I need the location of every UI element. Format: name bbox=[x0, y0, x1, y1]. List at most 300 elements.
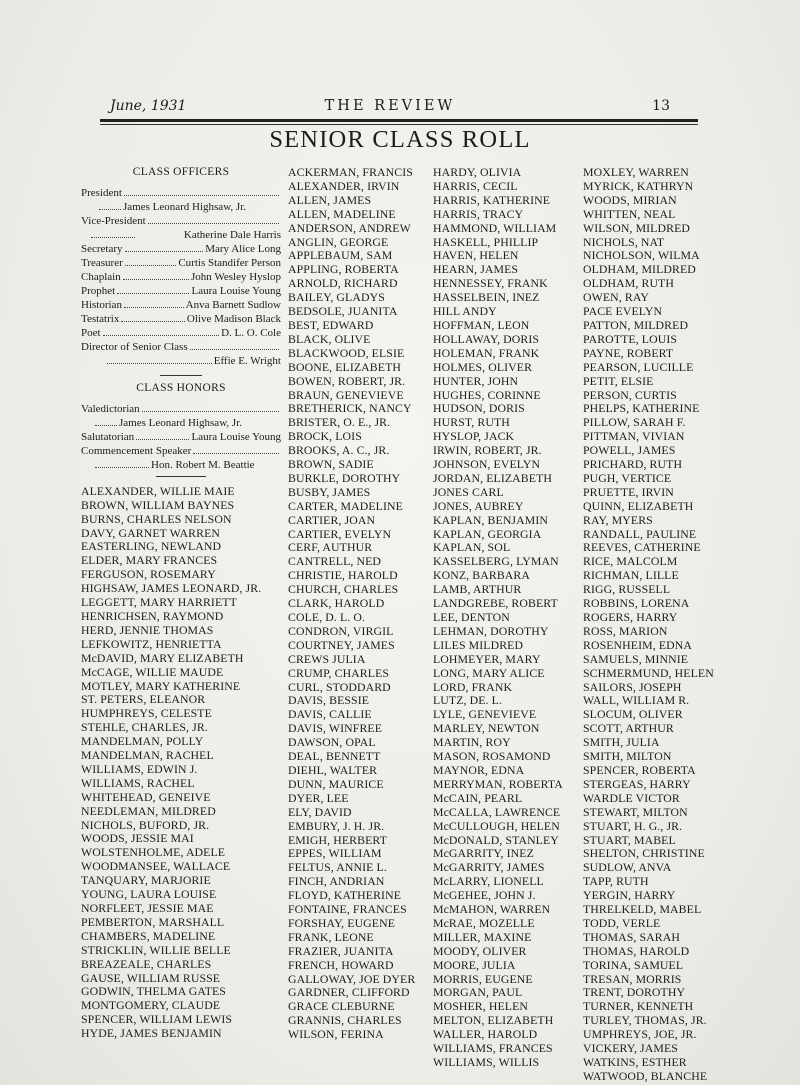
student-name: BOWEN, ROBERT, JR. bbox=[288, 373, 406, 388]
student-name: OWEN, RAY bbox=[583, 290, 650, 305]
student-name: HUNTER, JOHN bbox=[433, 373, 519, 388]
dot-leader bbox=[123, 279, 189, 280]
student-name: McRAE, MOZELLE bbox=[433, 915, 535, 930]
student-name: WARDLE VICTOR bbox=[583, 790, 680, 805]
student-name: YERGIN, HARRY bbox=[583, 888, 676, 903]
officer-label: President bbox=[81, 186, 122, 199]
student-name: DAVIS, WINFREE bbox=[288, 721, 383, 736]
officer-president-label-row bbox=[81, 186, 281, 200]
student-name: PATTON, MILDRED bbox=[583, 317, 689, 332]
honor-name: Hon. Robert M. Beattie bbox=[151, 458, 255, 471]
student-name: MOXLEY, WARREN bbox=[583, 165, 689, 179]
student-name: CANTRELL, NED bbox=[288, 554, 382, 569]
student-name: PEARSON, LUCILLE bbox=[583, 359, 694, 374]
student-name: WILLIAMS, RACHEL bbox=[81, 775, 195, 790]
student-name: ANDERSON, ANDREW bbox=[288, 220, 411, 235]
officer-director-label-row bbox=[81, 340, 281, 354]
officer-label: Poet bbox=[81, 326, 101, 339]
student-name: GODWIN, THELMA GATES bbox=[81, 984, 226, 999]
student-name: RANDALL, PAULINE bbox=[583, 526, 697, 541]
header-rule-thick bbox=[100, 119, 698, 122]
student-name: LONG, MARY ALICE bbox=[433, 665, 545, 680]
student-name: STUART, H. G., JR. bbox=[583, 818, 683, 833]
student-name: PETIT, ELSIE bbox=[583, 373, 654, 388]
student-name: RICHMAN, LILLE bbox=[583, 568, 679, 583]
student-name: HUDSON, DORIS bbox=[433, 401, 525, 416]
student-name: CHRISTIE, HAROLD bbox=[288, 568, 398, 583]
student-name: CONDRON, VIRGIL bbox=[288, 623, 394, 638]
student-name: BURNS, CHARLES NELSON bbox=[81, 511, 232, 526]
student-name: LANDGREBE, ROBERT bbox=[433, 596, 558, 611]
student-name: HOFFMAN, LEON bbox=[433, 317, 530, 332]
student-list-col4 bbox=[583, 166, 728, 1084]
student-name: SLOCUM, OLIVER bbox=[583, 707, 683, 722]
officer-label: Director of Senior Class bbox=[81, 340, 188, 353]
student-name: WOODS, MIRIAN bbox=[583, 192, 677, 207]
student-name: McLARRY, LIONELL bbox=[433, 874, 544, 889]
student-name: WOLSTENHOLME, ADELE bbox=[81, 845, 226, 860]
student-name: McGARRITY, INEZ bbox=[433, 846, 534, 861]
student-name: SPENCER, WILLIAM LEWIS bbox=[81, 1012, 233, 1027]
student-name: RIGG, RUSSELL bbox=[583, 582, 671, 597]
dot-leader bbox=[148, 223, 279, 224]
honor-label: Salutatorian bbox=[81, 430, 135, 443]
dot-leader bbox=[103, 335, 220, 336]
student-name: TURLEY, THOMAS, JR. bbox=[583, 1013, 707, 1028]
student-name: JONES CARL bbox=[433, 484, 504, 499]
column-1 bbox=[81, 166, 281, 1041]
officer-name: D. L. O. Cole bbox=[221, 326, 281, 339]
student-name: NEEDLEMAN, MILDRED bbox=[81, 803, 216, 818]
student-name: PUGH, VERTICE bbox=[583, 470, 672, 485]
student-name: BROCK, LOIS bbox=[288, 429, 362, 444]
student-name: JOHNSON, EVELYN bbox=[433, 457, 541, 472]
officer-poet-row bbox=[81, 326, 281, 340]
student-name: LORD, FRANK bbox=[433, 679, 513, 694]
officer-name: James Leonard Highsaw, Jr. bbox=[123, 200, 247, 213]
student-name: HOLLAWAY, DORIS bbox=[433, 331, 540, 346]
officers-heading: CLASS OFFICERS bbox=[132, 166, 230, 178]
officer-label: Treasurer bbox=[81, 256, 123, 269]
honors-heading-text: CLASS HONORS bbox=[136, 381, 226, 394]
dot-leader bbox=[190, 349, 279, 350]
student-name: JORDAN, ELIZABETH bbox=[433, 470, 553, 485]
dot-leader bbox=[124, 307, 184, 308]
student-name: HURST, RUTH bbox=[433, 415, 510, 430]
student-name: ROSENHEIM, EDNA bbox=[583, 637, 692, 652]
student-name: CHAMBERS, MADELINE bbox=[81, 928, 216, 943]
student-name: PITTMAN, VIVIAN bbox=[583, 429, 685, 444]
dot-leader bbox=[136, 439, 189, 440]
student-name: COURTNEY, JAMES bbox=[288, 637, 395, 652]
officer-name: Olive Madison Black bbox=[186, 312, 281, 325]
student-name: MOSHER, HELEN bbox=[433, 999, 529, 1014]
student-name: McGARRITY, JAMES bbox=[433, 860, 545, 875]
dot-leader bbox=[193, 453, 279, 454]
student-name: ALLEN, MADELINE bbox=[288, 206, 396, 221]
officer-name: Effie E. Wright bbox=[213, 354, 281, 367]
student-name: CREWS JULIA bbox=[288, 651, 366, 666]
header-rule-thin bbox=[100, 124, 698, 125]
student-name: BREAZEALE, CHARLES bbox=[81, 956, 212, 971]
student-name: MONTGOMERY, CLAUDE bbox=[81, 998, 221, 1013]
student-name: TURNER, KENNETH bbox=[583, 999, 694, 1014]
student-name: MANDELMAN, RACHEL bbox=[81, 748, 214, 763]
student-name: CHURCH, CHARLES bbox=[288, 582, 399, 597]
student-name: BUSBY, JAMES bbox=[288, 484, 371, 499]
student-name: YOUNG, LAURA LOUISE bbox=[81, 887, 217, 902]
officer-testatrix-row bbox=[81, 312, 281, 326]
student-name: McCULLOUGH, HELEN bbox=[433, 818, 560, 833]
student-name: CARTIER, EVELYN bbox=[288, 526, 392, 541]
student-name: GAUSE, WILLIAM RUSSE bbox=[81, 970, 221, 985]
officer-label: Prophet bbox=[81, 284, 116, 297]
student-name: DIEHL, WALTER bbox=[288, 762, 378, 777]
student-name: BROWN, SADIE bbox=[288, 457, 374, 472]
officer-vice-label-row bbox=[81, 214, 281, 228]
student-name: PHELPS, KATHERINE bbox=[583, 401, 700, 416]
student-name: CARTER, MADELINE bbox=[288, 498, 403, 513]
student-name: MORRIS, EUGENE bbox=[433, 971, 533, 986]
student-name: WILSON, MILDRED bbox=[583, 220, 691, 235]
running-header bbox=[110, 98, 670, 118]
student-name: McCAGE, WILLIE MAUDE bbox=[81, 664, 224, 679]
student-name: WOODS, JESSIE MAI bbox=[81, 831, 194, 846]
student-name: SMITH, JULIA bbox=[583, 735, 660, 750]
student-name: LILES MILDRED bbox=[433, 637, 524, 652]
student-name: SCOTT, ARTHUR bbox=[583, 721, 674, 736]
dot-leader bbox=[124, 195, 279, 196]
student-name: ANGLIN, GEORGE bbox=[288, 234, 389, 249]
student-name: MARLEY, NEWTON bbox=[433, 721, 540, 736]
student-name: FORSHAY, EUGENE bbox=[288, 915, 396, 930]
student-name: WHITEHEAD, GENEIVE bbox=[81, 789, 211, 804]
student-name: COLE, D. L. O. bbox=[288, 610, 366, 624]
issue-date: June, 1931 bbox=[110, 98, 187, 114]
student-name: MOTLEY, MARY KATHERINE bbox=[81, 678, 241, 693]
officer-secretary-row bbox=[81, 242, 281, 256]
officer-label: Testatrix bbox=[81, 312, 120, 325]
student-list-col1 bbox=[81, 485, 281, 1041]
student-name: NICHOLS, NAT bbox=[583, 234, 665, 249]
student-name: KASSELBERG, LYMAN bbox=[433, 554, 559, 569]
honor-name: James Leonard Highsaw, Jr. bbox=[119, 416, 243, 429]
student-name: DAVIS, CALLIE bbox=[288, 707, 372, 722]
honor-speaker-label-row bbox=[81, 444, 281, 458]
student-name: SHELTON, CHRISTINE bbox=[583, 846, 705, 861]
student-name: MYRICK, KATHRYN bbox=[583, 178, 694, 193]
student-name: DEAL, BENNETT bbox=[288, 749, 381, 764]
student-name: MORGAN, PAUL bbox=[433, 985, 523, 1000]
student-name: WILLIAMS, FRANCES bbox=[433, 1041, 553, 1056]
officer-prophet-row bbox=[81, 284, 281, 298]
honor-label: Valedictorian bbox=[81, 402, 140, 415]
student-name: HAVEN, HELEN bbox=[433, 248, 519, 263]
student-name: CARTIER, JOAN bbox=[288, 512, 376, 527]
student-name: HYSLOP, JACK bbox=[433, 429, 515, 444]
student-name: HARDY, OLIVIA bbox=[433, 165, 522, 179]
officer-chaplain-row bbox=[81, 270, 281, 284]
student-name: BURKLE, DOROTHY bbox=[288, 470, 401, 485]
dot-leader bbox=[95, 425, 117, 426]
student-name: ROSS, MARION bbox=[583, 623, 668, 638]
student-name: LAMB, ARTHUR bbox=[433, 582, 522, 597]
student-name: HENRICHSEN, RAYMOND bbox=[81, 608, 224, 623]
student-name: MANDELMAN, POLLY bbox=[81, 734, 204, 749]
dot-leader bbox=[99, 209, 121, 210]
student-name: IRWIN, ROBERT, JR. bbox=[433, 443, 542, 458]
student-name: FERGUSON, ROSEMARY bbox=[81, 567, 216, 582]
student-name: TRENT, DOROTHY bbox=[583, 985, 686, 1000]
student-name: PAYNE, ROBERT bbox=[583, 345, 674, 360]
student-name: GRANNIS, CHARLES bbox=[288, 1013, 402, 1028]
student-name: HARRIS, TRACY bbox=[433, 206, 524, 221]
student-name: HENNESSEY, FRANK bbox=[433, 276, 548, 291]
officer-label: Chaplain bbox=[81, 270, 121, 283]
student-name: EMBURY, J. H. JR. bbox=[288, 818, 385, 833]
student-name: MAYNOR, EDNA bbox=[433, 762, 525, 777]
student-name: CURL, STODDARD bbox=[288, 679, 391, 694]
student-name: WATKINS, ESTHER bbox=[583, 1055, 687, 1069]
student-name: BRETHERICK, NANCY bbox=[288, 401, 412, 416]
student-name: LEFKOWITZ, HENRIETTA bbox=[81, 636, 222, 651]
dot-leader bbox=[125, 265, 177, 266]
student-name: STUART, MABEL bbox=[583, 832, 676, 847]
officer-treasurer-row bbox=[81, 256, 281, 270]
student-name: THRELKELD, MABEL bbox=[583, 902, 702, 917]
student-name: BROOKS, A. C., JR. bbox=[288, 443, 390, 458]
student-name: ALEXANDER, IRVIN bbox=[288, 178, 400, 193]
student-name: FRENCH, HOWARD bbox=[288, 957, 394, 972]
student-name: STEWART, MILTON bbox=[583, 804, 688, 819]
student-name: FRAZIER, JUANITA bbox=[288, 943, 394, 958]
student-name: ALEXANDER, WILLIE MAIE bbox=[81, 483, 235, 498]
student-name: PACE EVELYN bbox=[583, 304, 663, 319]
student-name: WILLIAMS, WILLIS bbox=[433, 1055, 540, 1069]
student-name: HAMMOND, WILLIAM bbox=[433, 220, 557, 235]
officer-name: Laura Louise Young bbox=[191, 284, 281, 297]
officer-name: Mary Alice Long bbox=[205, 242, 281, 255]
student-name: ROGERS, HARRY bbox=[583, 610, 678, 624]
student-name: LEHMAN, DOROTHY bbox=[433, 623, 549, 638]
honor-valedictorian-row bbox=[81, 416, 281, 430]
student-name: OLDHAM, MILDRED bbox=[583, 262, 696, 277]
student-name: HEARN, JAMES bbox=[433, 262, 519, 277]
journal-title: THE REVIEW bbox=[324, 98, 456, 114]
student-name: McGEHEE, JOHN J. bbox=[433, 888, 536, 903]
student-name: TODD, VERLE bbox=[583, 915, 661, 930]
student-name: MILLER, MAXINE bbox=[433, 929, 532, 944]
student-name: PRUETTE, IRVIN bbox=[583, 484, 674, 499]
student-name: HOLMES, OLIVER bbox=[433, 359, 533, 374]
student-name: POWELL, JAMES bbox=[583, 443, 676, 458]
dot-leader bbox=[107, 363, 212, 364]
student-name: NICHOLS, BUFORD, JR. bbox=[81, 817, 210, 832]
section-divider bbox=[156, 476, 206, 477]
student-name: HASKELL, PHILLIP bbox=[433, 234, 539, 249]
officer-name: Anva Barnett Sudlow bbox=[185, 298, 281, 311]
student-name: LOHMEYER, MARY bbox=[433, 651, 541, 666]
column-4 bbox=[583, 166, 728, 1084]
student-name: MOORE, JULIA bbox=[433, 957, 516, 972]
student-name: BOONE, ELIZABETH bbox=[288, 359, 401, 374]
student-name: WHITTEN, NEAL bbox=[583, 206, 676, 221]
student-name: STRICKLIN, WILLIE BELLE bbox=[81, 942, 231, 957]
student-name: WOODMANSEE, WALLACE bbox=[81, 859, 231, 874]
student-name: HERD, JENNIE THOMAS bbox=[81, 622, 214, 637]
student-name: ROBBINS, LORENA bbox=[583, 596, 690, 611]
student-name: SAMUELS, MINNIE bbox=[583, 651, 689, 666]
student-name: DAWSON, OPAL bbox=[288, 735, 376, 750]
student-name: DAVIS, BESSIE bbox=[288, 693, 370, 708]
student-name: HILL ANDY bbox=[433, 304, 497, 319]
student-name: ELY, DAVID bbox=[288, 804, 352, 819]
student-list-col3 bbox=[433, 166, 578, 1070]
honors-heading bbox=[160, 375, 202, 376]
student-name: McCAIN, PEARL bbox=[433, 790, 523, 805]
student-name: LEE, DENTON bbox=[433, 610, 510, 624]
student-name: TANQUARY, MARJORIE bbox=[81, 873, 211, 888]
student-name: KAPLAN, GEORGIA bbox=[433, 526, 542, 541]
student-name: MARTIN, ROY bbox=[433, 735, 511, 750]
student-name: QUINN, ELIZABETH bbox=[583, 498, 694, 513]
officer-name: Curtis Standifer Person bbox=[178, 256, 281, 269]
officer-vice-row bbox=[81, 228, 281, 242]
student-name: PAROTTE, LOUIS bbox=[583, 331, 678, 346]
student-name: WALLER, HAROLD bbox=[433, 1027, 538, 1042]
student-name: DUNN, MAURICE bbox=[288, 776, 384, 791]
student-name: McMAHON, WARREN bbox=[433, 902, 551, 917]
student-name: LYLE, GENEVIEVE bbox=[433, 707, 537, 722]
student-name: NICHOLSON, WILMA bbox=[583, 248, 700, 263]
dot-leader bbox=[117, 293, 189, 294]
column-2 bbox=[288, 166, 428, 1042]
student-name: PRICHARD, RUTH bbox=[583, 457, 683, 472]
honor-valedictorian-label-row bbox=[81, 402, 281, 416]
student-name: OLDHAM, RUTH bbox=[583, 276, 674, 291]
dot-leader bbox=[142, 411, 279, 412]
honor-salutatorian-row bbox=[81, 430, 281, 444]
student-name: McDONALD, STANLEY bbox=[433, 832, 559, 847]
student-name: FLOYD, KATHERINE bbox=[288, 888, 402, 903]
student-name: UMPHREYS, JOE, JR. bbox=[583, 1027, 697, 1042]
student-name: McCALLA, LAWRENCE bbox=[433, 804, 561, 819]
student-name: GRACE CLEBURNE bbox=[288, 999, 395, 1014]
student-name: PILLOW, SARAH F. bbox=[583, 415, 686, 430]
student-name: BRAUN, GENEVIEVE bbox=[288, 387, 404, 402]
officer-president-row bbox=[81, 200, 281, 214]
student-name: CERF, AUTHUR bbox=[288, 540, 373, 555]
student-name: DAVY, GARNET WARREN bbox=[81, 525, 221, 540]
officer-name: Katherine Dale Harris bbox=[183, 228, 281, 241]
dot-leader bbox=[121, 321, 185, 322]
student-name: LUTZ, DE. L. bbox=[433, 693, 503, 708]
officer-label: Secretary bbox=[81, 242, 123, 255]
student-name: SCHMERMUND, HELEN bbox=[583, 665, 714, 680]
student-name: HYDE, JAMES BENJAMIN bbox=[81, 1026, 222, 1041]
student-name: WILLIAMS, EDWIN J. bbox=[81, 761, 198, 776]
dot-leader bbox=[91, 237, 135, 238]
student-name: ST. PETERS, ELEANOR bbox=[81, 692, 206, 707]
student-name: BEDSOLE, JUANITA bbox=[288, 304, 398, 319]
student-name: WILSON, FERINA bbox=[288, 1027, 384, 1042]
honor-label: Commencement Speaker bbox=[81, 444, 192, 457]
student-name: APPLEBAUM, SAM bbox=[288, 248, 393, 263]
column-3 bbox=[433, 166, 578, 1070]
student-name: WALL, WILLIAM R. bbox=[583, 693, 690, 708]
student-list-col2 bbox=[288, 166, 428, 1042]
student-name: HIGHSAW, JAMES LEONARD, JR. bbox=[81, 581, 262, 596]
student-name: WATWOOD, BLANCHE bbox=[583, 1068, 708, 1083]
student-name: BROWN, WILLIAM BAYNES bbox=[81, 497, 235, 512]
student-name: FINCH, ANDRIAN bbox=[288, 874, 385, 889]
student-name: NORFLEET, JESSIE MAE bbox=[81, 901, 214, 915]
student-name: MASON, ROSAMOND bbox=[433, 749, 551, 764]
student-name: STEHLE, CHARLES, JR. bbox=[81, 720, 208, 735]
student-name: LEGGETT, MARY HARRIETT bbox=[81, 595, 237, 610]
student-name: SMITH, MILTON bbox=[583, 749, 672, 764]
student-name: SUDLOW, ANVA bbox=[583, 860, 672, 875]
page-number: 13 bbox=[652, 98, 670, 114]
honor-name: Laura Louise Young bbox=[191, 430, 281, 443]
student-name: KAPLAN, BENJAMIN bbox=[433, 512, 548, 527]
student-name: TRESAN, MORRIS bbox=[583, 971, 682, 986]
student-name: MERRYMAN, ROBERTA bbox=[433, 776, 563, 791]
student-name: TORINA, SAMUEL bbox=[583, 957, 684, 972]
student-name: GALLOWAY, JOE DYER bbox=[288, 971, 416, 986]
student-name: BAILEY, GLADYS bbox=[288, 290, 385, 305]
student-name: McDAVID, MARY ELIZABETH bbox=[81, 650, 244, 665]
student-name: FONTAINE, FRANCES bbox=[288, 902, 407, 917]
student-name: HOLEMAN, FRANK bbox=[433, 345, 540, 360]
page-title: SENIOR CLASS ROLL bbox=[269, 126, 531, 153]
officer-director-row bbox=[81, 354, 281, 368]
student-name: CRUMP, CHARLES bbox=[288, 665, 390, 680]
student-name: EPPES, WILLIAM bbox=[288, 846, 382, 861]
dot-leader bbox=[95, 467, 149, 468]
student-name: GARDNER, CLIFFORD bbox=[288, 985, 410, 1000]
student-name: ALLEN, JAMES bbox=[288, 192, 372, 207]
student-name: APPLING, ROBERTA bbox=[288, 262, 399, 277]
student-name: REEVES, CATHERINE bbox=[583, 540, 701, 555]
student-name: HUGHES, CORINNE bbox=[433, 387, 541, 402]
student-name: STERGEAS, HARRY bbox=[583, 776, 691, 791]
student-name: BRISTER, O. E., JR. bbox=[288, 415, 391, 430]
student-name: RICE, MALCOLM bbox=[583, 554, 678, 569]
officer-label: Vice-President bbox=[81, 214, 146, 227]
student-name: BEST, EDWARD bbox=[288, 317, 374, 332]
officer-historian-row bbox=[81, 298, 281, 312]
student-name: FELTUS, ANNIE L. bbox=[288, 860, 387, 875]
student-name: PERSON, CURTIS bbox=[583, 387, 677, 402]
student-name: KAPLAN, SOL bbox=[433, 540, 511, 555]
student-name: SAILORS, JOSEPH bbox=[583, 679, 682, 694]
student-name: JONES, AUBREY bbox=[433, 498, 524, 513]
dot-leader bbox=[125, 251, 204, 252]
student-name: BLACKWOOD, ELSIE bbox=[288, 345, 405, 360]
student-name: MELTON, ELIZABETH bbox=[433, 1013, 554, 1028]
student-name: HASSELBEIN, INEZ bbox=[433, 290, 540, 305]
student-name: HARRIS, CECIL bbox=[433, 178, 518, 193]
student-name: RAY, MYERS bbox=[583, 512, 653, 527]
student-name: MOODY, OLIVER bbox=[433, 943, 527, 958]
student-name: ARNOLD, RICHARD bbox=[288, 276, 398, 291]
student-name: VICKERY, JAMES bbox=[583, 1041, 678, 1056]
officer-label: Historian bbox=[81, 298, 122, 311]
student-name: TAPP, RUTH bbox=[583, 874, 649, 889]
officer-name: John Wesley Hyslop bbox=[191, 270, 281, 283]
student-name: PEMBERTON, MARSHALL bbox=[81, 914, 225, 929]
